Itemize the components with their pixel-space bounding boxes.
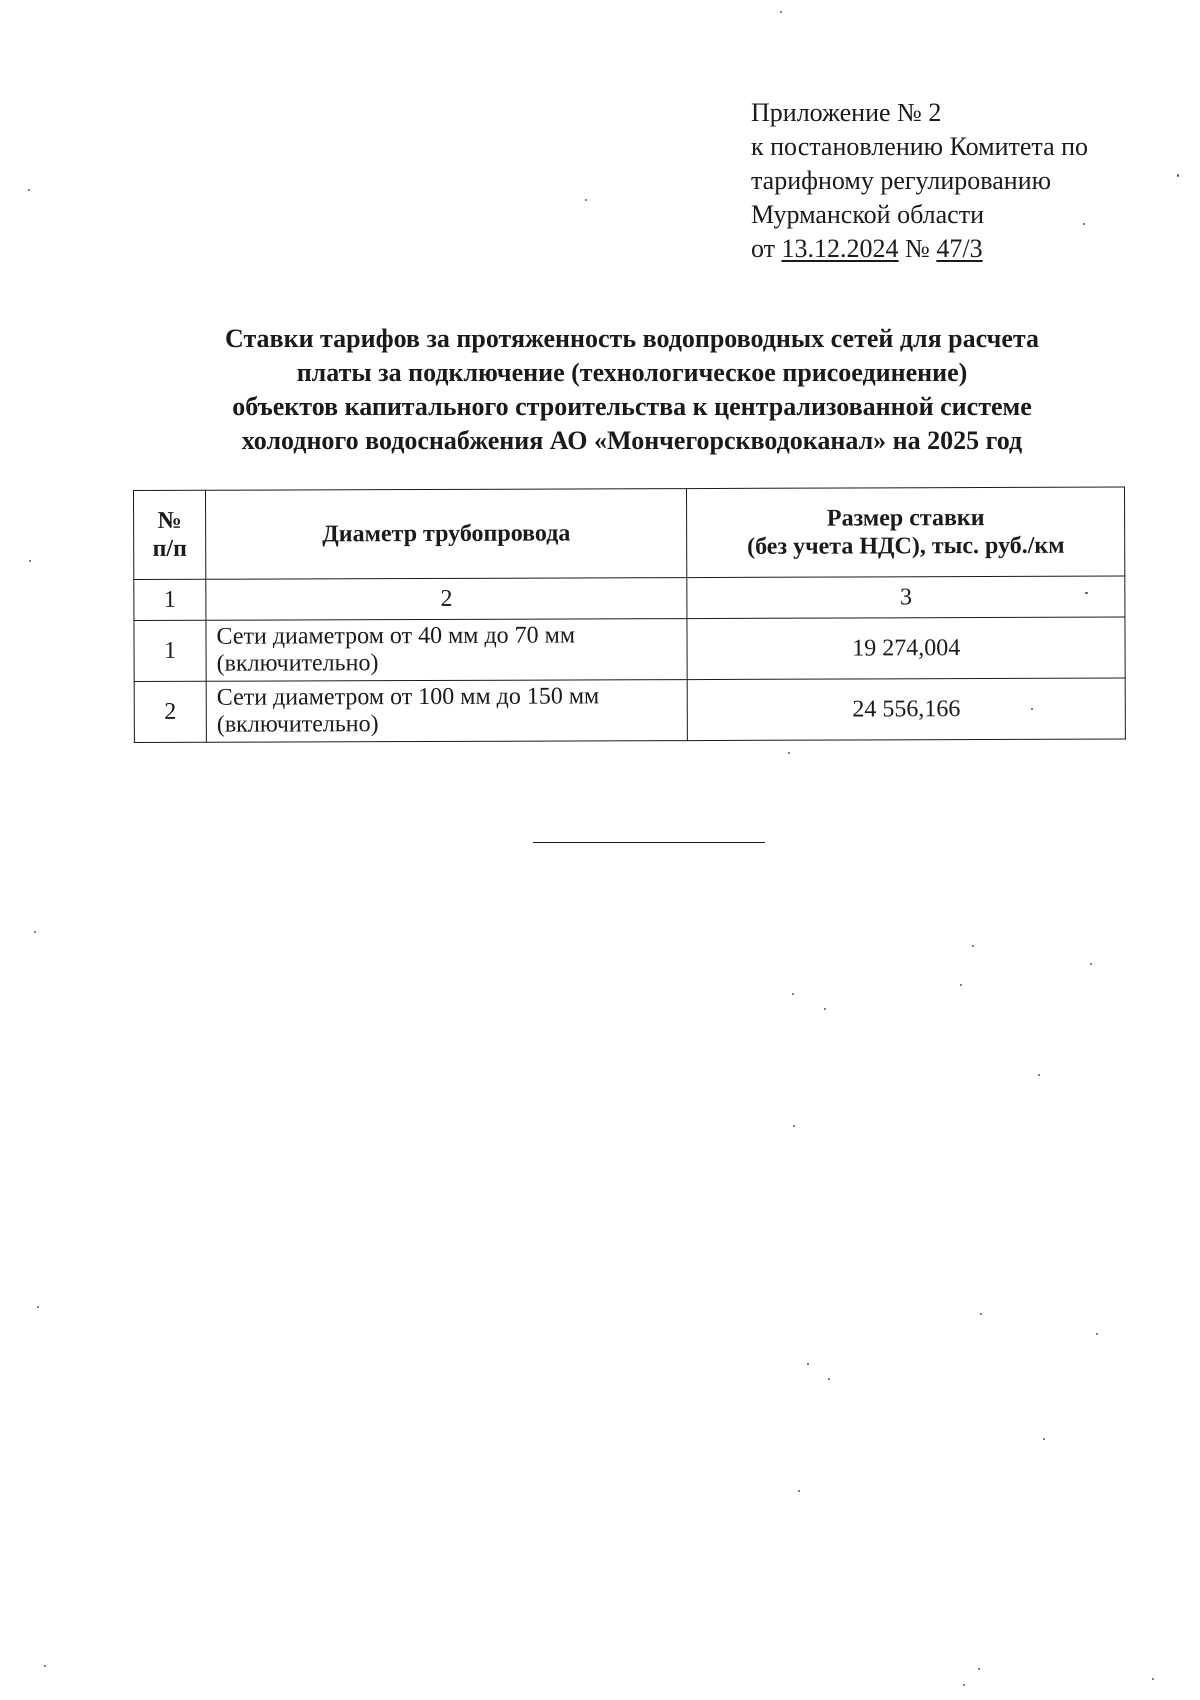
header-number-symbol: № — [157, 507, 182, 534]
tariff-rates-table — [133, 487, 1126, 743]
header-rate-line-1: Размер ставки — [826, 505, 985, 532]
row-diameter-line-1: Сети диаметром от 100 мм до 150 мм — [216, 683, 600, 711]
appendix-header — [751, 96, 1171, 266]
scan-speck — [788, 752, 790, 754]
scan-speck — [807, 1363, 809, 1365]
header-rate-line-2: (без учета НДС), тыс. руб./км — [747, 532, 1065, 560]
row-rate: 24 556,166 — [687, 678, 1125, 741]
scan-speck — [34, 931, 36, 933]
scan-speck — [1043, 1438, 1045, 1440]
appendix-line-4: Мурманской области — [751, 200, 984, 229]
row-number: 2 — [134, 681, 206, 742]
resolution-number: 47/3 — [936, 234, 983, 263]
scan-speck — [792, 993, 794, 995]
appendix-date-line — [751, 232, 1171, 266]
scan-speck — [585, 199, 587, 201]
scan-speck — [1085, 592, 1088, 594]
document-title — [120, 322, 1144, 458]
title-line-1: Ставки тарифов за протяженность водопроводных сетей для расчета — [225, 324, 1039, 353]
title-line-3: объектов капитального строительства к централизованной системе — [232, 392, 1032, 421]
scan-speck — [1090, 963, 1092, 965]
column-index-cell: 1 — [134, 579, 206, 620]
scan-speck — [980, 1313, 982, 1315]
column-index-cell: 2 — [206, 578, 687, 621]
column-index-row — [134, 576, 1125, 620]
scan-speck — [828, 1378, 830, 1380]
scan-speck — [824, 1008, 826, 1010]
header-diameter-cell — [206, 489, 688, 580]
header-rate-cell — [687, 487, 1125, 578]
scan-speck — [28, 189, 30, 191]
scan-speck — [1083, 223, 1085, 225]
scan-speck — [1177, 174, 1179, 177]
scan-speck — [793, 1125, 795, 1127]
title-line-2: платы за подключение (технологическое присоединение) — [296, 358, 968, 387]
table-header-row — [134, 487, 1125, 579]
scan-speck — [1096, 1333, 1098, 1335]
scan-speck — [960, 984, 962, 986]
scan-speck — [780, 11, 782, 13]
header-number-cell — [134, 490, 206, 579]
date-prefix: от — [751, 234, 782, 263]
appendix-line-3: тарифному регулированию — [751, 166, 1052, 195]
column-index-cell: 3 — [687, 576, 1125, 619]
row-rate: 19 274,004 — [687, 617, 1125, 680]
table-row — [134, 617, 1125, 681]
header-diameter-label: Диаметр трубопровода — [322, 520, 571, 548]
table-row — [134, 678, 1125, 742]
scan-speck — [798, 1490, 800, 1492]
scan-speck — [1031, 708, 1033, 710]
scan-speck — [44, 1665, 46, 1667]
row-diameter-line-2: (включительно) — [216, 650, 379, 677]
row-diameter-line-1: Сети диаметром от 40 мм до 70 мм — [216, 622, 576, 650]
scan-speck — [37, 1306, 39, 1308]
row-number: 1 — [134, 620, 206, 681]
number-prefix: № — [898, 234, 937, 263]
row-diameter-line-2: (включительно) — [216, 711, 379, 738]
appendix-line-1: Приложение № 2 — [751, 98, 942, 127]
row-diameter — [206, 680, 687, 743]
scan-speck — [1038, 1074, 1040, 1076]
scan-speck — [963, 1684, 965, 1686]
scan-speck — [972, 945, 974, 947]
scan-speck — [1152, 1678, 1154, 1680]
closing-divider — [533, 842, 765, 843]
scan-speck — [978, 1668, 980, 1670]
resolution-date: 13.12.2024 — [781, 234, 899, 263]
row-diameter — [206, 619, 687, 682]
scan-speck — [29, 560, 31, 562]
appendix-line-2: к постановлению Комитета по — [751, 132, 1089, 161]
title-line-4: холодного водоснабжения АО «Мончегорскводоканал» на 2025 год — [241, 426, 1023, 455]
header-number-abbr: п/п — [152, 535, 187, 562]
